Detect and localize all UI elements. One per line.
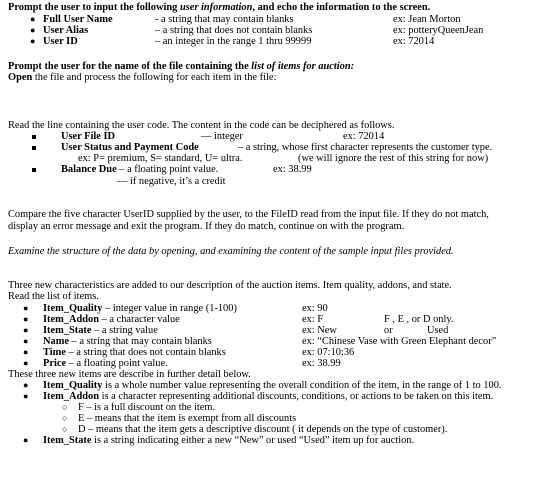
open-instruction [8,72,276,83]
field-desc: – a string that does not contain blanks [65,347,226,358]
bullet-icon: ● [23,314,29,324]
field-name: Balance Due [61,164,117,175]
bullet-icon: ● [23,336,29,346]
compare-text-line1: Compare the five character UserID supplied by the user, to the FileID read from the input file. If they do not match, [8,209,489,220]
field-name: User Status and Payment Code [61,142,199,153]
field-name: Full User Name [43,14,113,25]
field-name: Item_Quality [43,380,103,391]
field-example: ex: P= premium, S= standard, U= ultra. [78,153,243,164]
characteristics-intro: Three new characteristics are added to our description of the auction items. Item quality, addons, and state. [8,280,452,291]
details-intro: These three new items are describe in further detail below. [8,369,251,380]
field-name: Price [43,358,67,369]
item-field [43,325,158,336]
bullet-icon: ● [23,347,29,357]
square-bullet-icon [32,168,36,172]
field-example: ex: F [302,314,324,325]
circle-bullet-icon: ○ [62,413,68,423]
field-note: (we will ignore the rest of this string for now) [298,153,489,164]
section-heading-user-info [8,2,430,13]
state-used-text: Used [427,325,449,336]
open-text: the file and process the following for each item in the file: [32,72,277,83]
square-bullet-icon [32,135,36,139]
quality-detail [43,380,502,391]
field-name: Item_State [43,435,92,446]
bullet-icon: ● [30,14,36,24]
field-name: Item_Addon [43,314,100,325]
field-example: ex: “Chinese Vase with Green Elephant decor” [302,336,497,347]
bullet-icon: ● [23,391,29,401]
field-example: ex: 38.99 [273,164,312,175]
heading-emphasis: list of items for auction: [251,61,355,72]
circle-bullet-icon: ○ [62,402,68,412]
field-desc: is a string indicating either a new “New” or used “Used” item up for auction. [91,435,415,446]
section-heading-file [8,61,354,72]
square-bullet-icon [32,146,36,150]
item-field [43,303,237,314]
field-desc: – an integer in the range 1 thru 99999 [155,36,312,47]
field-name: User ID [43,36,78,47]
field-desc: – a floating point value. [116,164,219,175]
field-name: Time [43,347,66,358]
user-code-intro: Read the line containing the user code. The content in the code can be deciphered as follows. [8,120,395,131]
field-name: User File ID [61,131,116,142]
compare-text-line2: display an error message and exit the program. If they do match, continue on with the program. [8,221,405,232]
field-note: — if negative, it’s a credit [117,176,226,187]
heading-text: Prompt the user to input the following [8,2,180,13]
field-desc: – a string that may contain blanks [68,336,212,347]
bullet-icon: ● [23,358,29,368]
heading-text: Prompt the user for the name of the file containing the [8,61,252,72]
field-desc: is a whole number value representing the overall condition of the item, in the range of 1 to 100. [102,380,502,391]
field-desc: is a character representing additional discounts, conditions, or actions to be taken on this item. [99,391,494,402]
field-desc: – a string, whose first character represents the customer type. [238,142,493,153]
field-example: ex: 38.99 [302,358,341,369]
field-name: Item_State [43,325,92,336]
field-example: ex: 90 [302,303,328,314]
field-desc: – a string that does not contain blanks [155,25,313,36]
circle-bullet-icon: ○ [62,424,68,434]
item-field [43,314,180,325]
addon-values-note: F , E , or D only. [384,314,454,325]
balance-line [61,164,218,175]
bullet-icon: ● [23,325,29,335]
examine-text: Examine the structure of the data by opening, and examining the content of the sample input files provided. [8,246,454,257]
state-or-text: or [384,325,393,336]
item-field [43,336,212,347]
bullet-icon: ● [23,435,29,445]
field-name: User Alias [43,25,89,36]
field-desc: – a floating point value. [66,358,168,369]
field-desc: – integer value in range (1-100) [102,303,237,314]
field-name: Name [43,336,69,347]
read-list-text: Read the list of items. [8,291,99,302]
addon-sub-item: D – means that the item gets a descriptive discount ( it depends on the type of customer). [78,424,448,435]
item-field [43,347,226,358]
bullet-icon: ● [30,36,36,46]
field-name: Item_Quality [43,303,103,314]
field-desc: – a character value [99,314,180,325]
field-desc: - a string that may contain blanks [155,14,294,25]
field-desc: – a string value [91,325,158,336]
heading-text: , and echo the information to the screen. [252,2,431,13]
bullet-icon: ● [23,303,29,313]
state-detail [43,435,414,446]
bullet-icon: ● [23,380,29,390]
open-keyword: Open [8,72,33,83]
item-field [43,358,168,369]
field-desc: — integer [201,131,243,142]
addon-detail [43,391,493,402]
heading-emphasis: user information [179,2,253,13]
field-example: ex: New [302,325,337,336]
field-name: Item_Addon [43,391,100,402]
field-example: ex: 07:10:36 [302,347,355,358]
field-example: ex: 72014 [343,131,385,142]
addon-sub-item: E – means that the item is exempt from all discounts [78,413,297,424]
field-example: ex: Jean Morton [393,14,461,25]
field-example: ex: 72014 [393,36,435,47]
field-example: ex: potteryQueenJean [393,25,484,36]
bullet-icon: ● [30,25,36,35]
addon-sub-item: F – is a full discount on the item. [78,402,216,413]
